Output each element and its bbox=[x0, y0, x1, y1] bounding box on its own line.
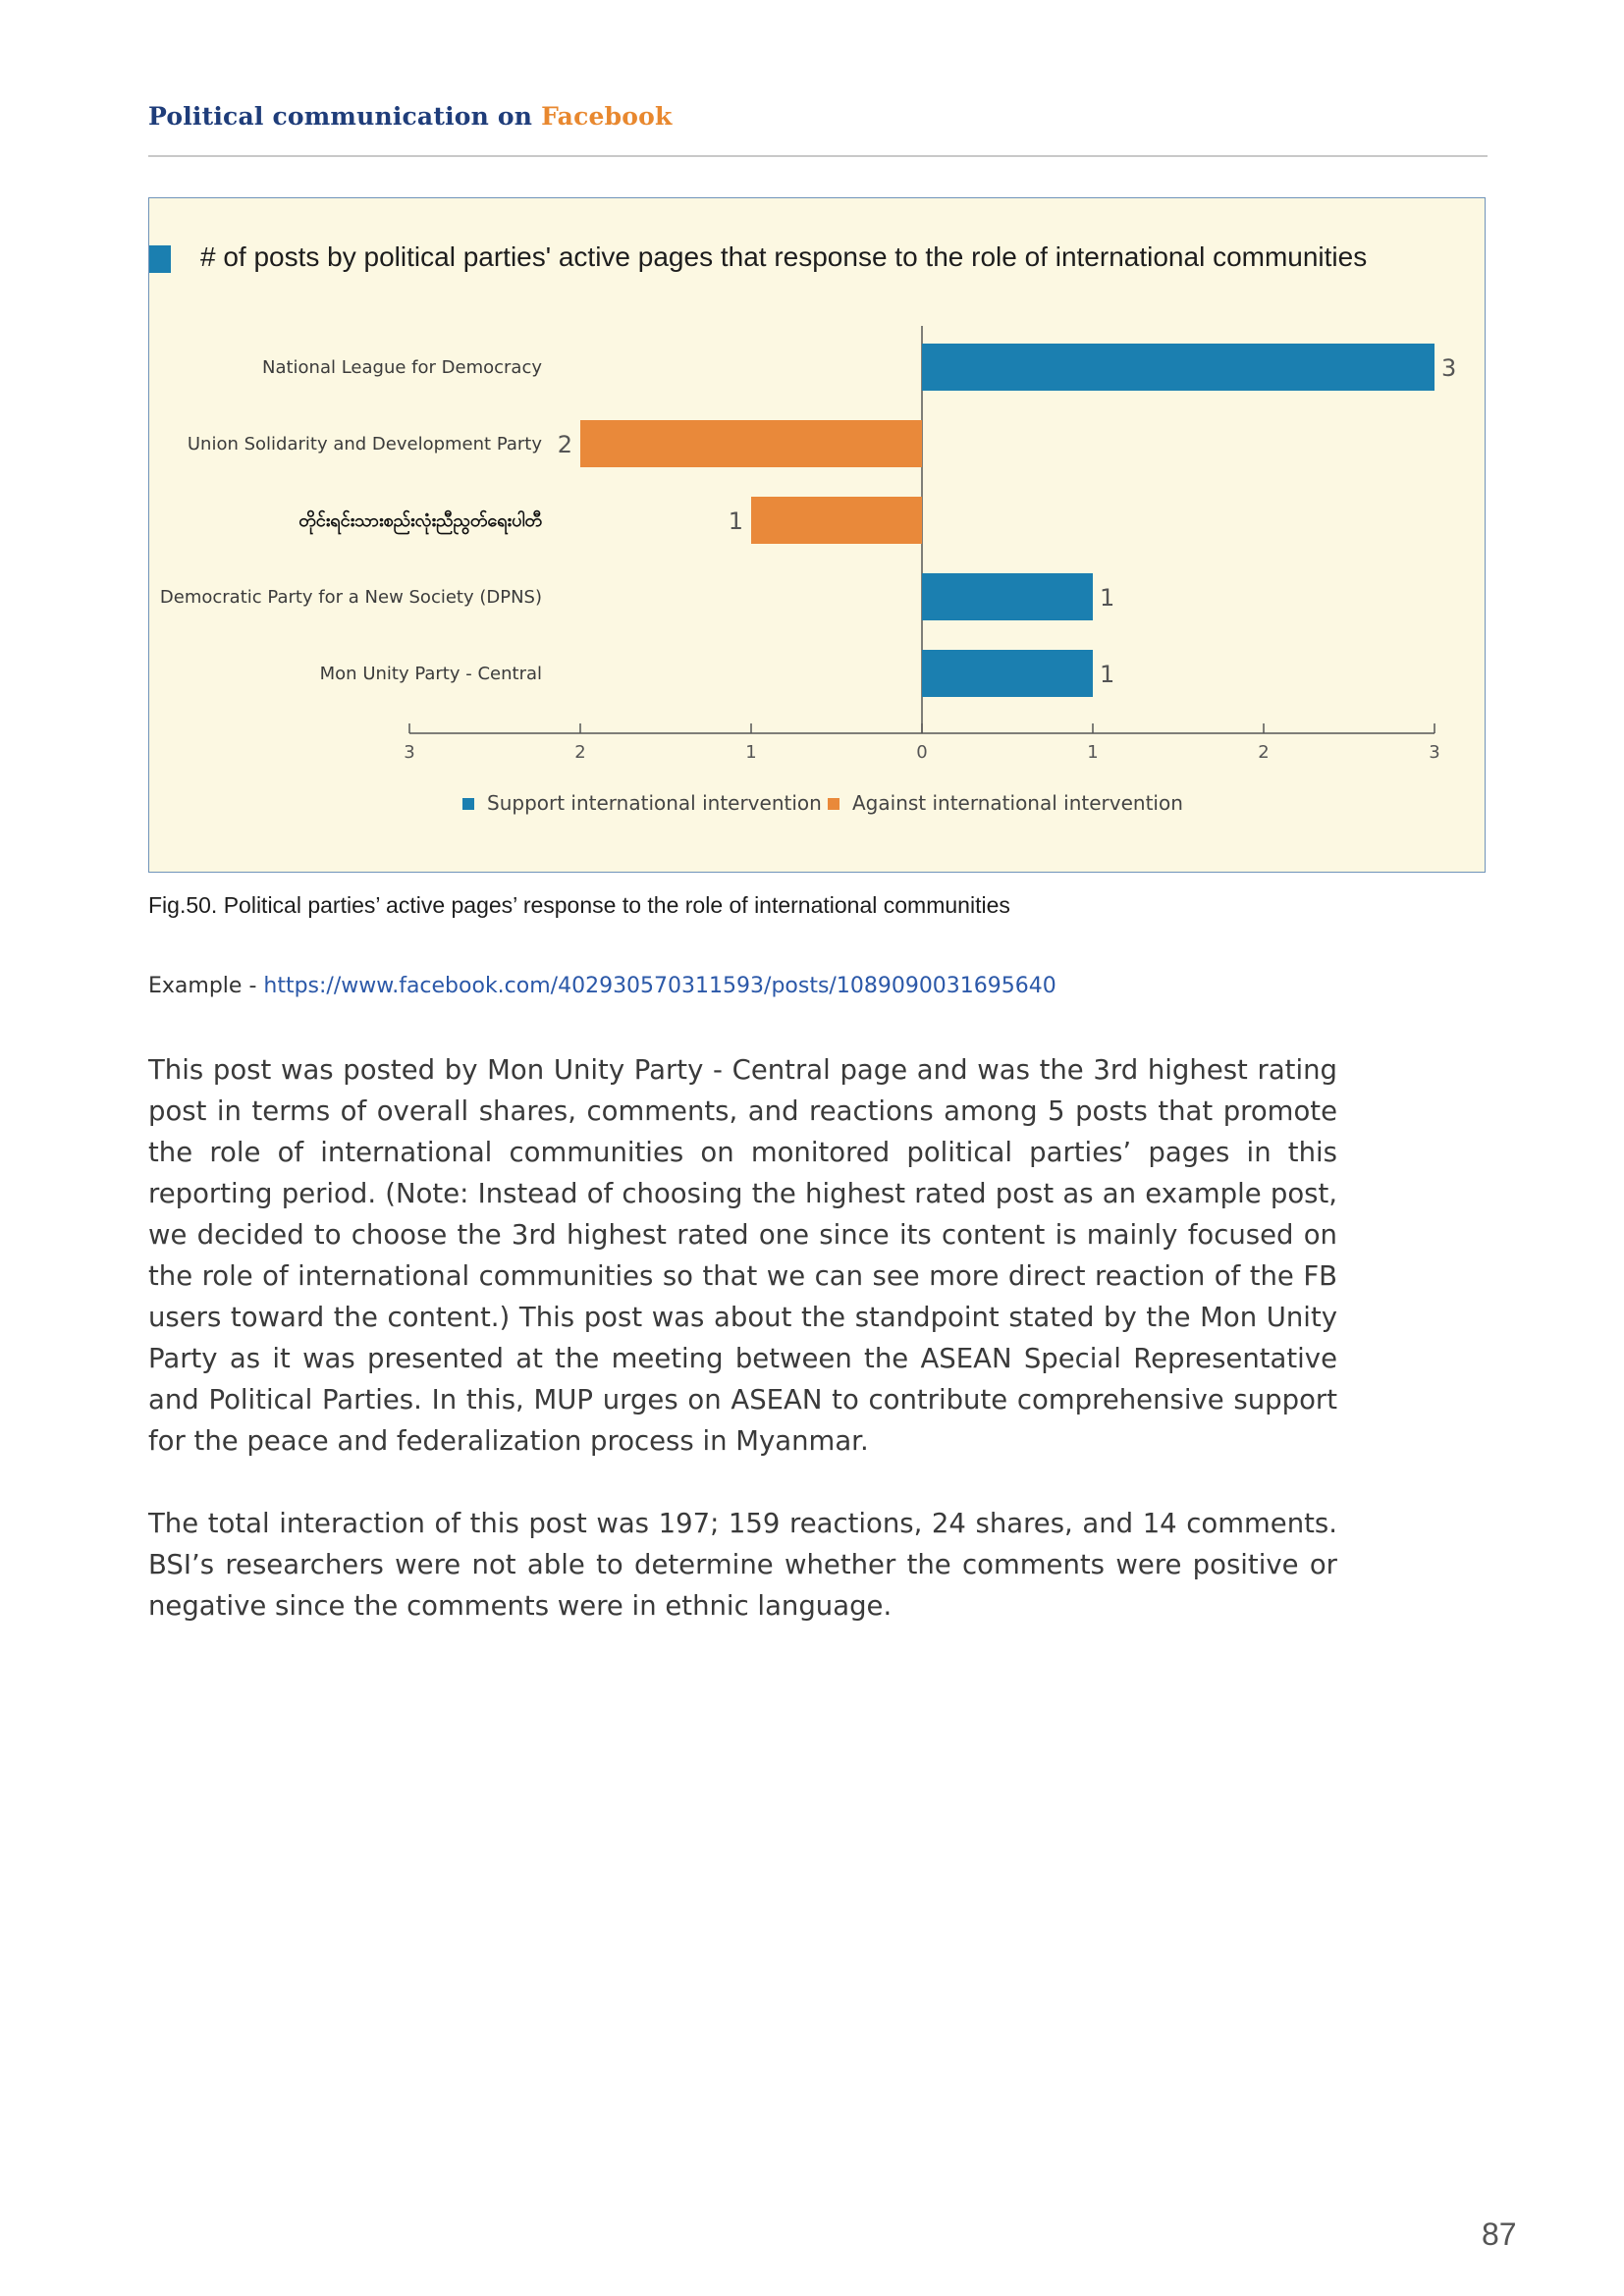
legend-swatch-support bbox=[462, 798, 474, 810]
data-label: 1 bbox=[1100, 661, 1115, 688]
bar-against bbox=[580, 420, 922, 467]
category-label: Mon Unity Party - Central bbox=[319, 664, 542, 684]
x-tick-label: 1 bbox=[1087, 742, 1099, 763]
example-line bbox=[148, 974, 1056, 998]
category-label: တိုင်းရင်းသားစည်းလုံးညီညွတ်ရေးပါတီ bbox=[298, 510, 542, 531]
bar-support bbox=[922, 573, 1093, 620]
legend-label-support: Support international intervention bbox=[487, 791, 822, 815]
x-tick-label: 0 bbox=[916, 742, 928, 763]
x-tick-label: 3 bbox=[1429, 742, 1440, 763]
body-paragraph-2: The total interaction of this post was 197; 159 reactions, 24 shares, and 14 comments. BSI’s researchers were not able to determine whether the comments were positive or negative since the comments were in ethnic language. bbox=[148, 1508, 1337, 1622]
data-label: 1 bbox=[1100, 584, 1115, 612]
legend-swatch-against bbox=[828, 798, 839, 810]
running-header-highlight: Facebook bbox=[541, 102, 673, 131]
bar-support bbox=[922, 344, 1435, 391]
x-tick-label: 3 bbox=[404, 742, 415, 763]
body-paragraph-1: This post was posted by Mon Unity Party - Central page and was the 3rd highest rating post in terms of overall shares, comments, and reactions among 5 posts that promote the role of international communities on monitored political parties’ pages in this reporting period. (Note: Instead of choosing the highest rated post as an example post, we decided to choose the 3rd highest rated one since its content is mainly focused on the role of international communities so that we can see more direct reaction of the FB users toward the content.) This post was about the standpoint stated by the Mon Unity Party as it was presented at the meeting between the ASEAN Special Representative and Political Parties. In this, MUP urges on ASEAN to contribute comprehensive support for the peace and federalization process in Myanmar. bbox=[148, 1054, 1337, 1457]
category-label: National League for Democracy bbox=[261, 357, 542, 378]
example-label: Example - bbox=[148, 974, 257, 998]
x-tick-label: 2 bbox=[574, 742, 586, 763]
bar-against bbox=[751, 497, 922, 544]
legend-label-against: Against international intervention bbox=[852, 791, 1183, 815]
data-label: 2 bbox=[557, 431, 572, 458]
category-label: Democratic Party for a New Society (DPNS) bbox=[159, 587, 542, 608]
diverging-bar-chart bbox=[0, 0, 1624, 883]
page-number: 87 bbox=[1482, 2216, 1517, 2252]
data-label: 3 bbox=[1441, 354, 1457, 382]
bar-support bbox=[922, 650, 1093, 697]
data-label: 1 bbox=[728, 507, 743, 535]
example-link[interactable]: https://www.facebook.com/402930570311593/posts/1089090031695640 bbox=[263, 974, 1056, 998]
chart-title: # of posts by political parties' active pages that response to the role of international communities bbox=[200, 241, 1368, 272]
x-tick-label: 1 bbox=[745, 742, 757, 763]
figure-caption: Fig.50. Political parties’ active pages’ response to the role of international communities bbox=[148, 892, 1010, 918]
x-tick-label: 2 bbox=[1258, 742, 1270, 763]
running-header-prefix: Political communication on bbox=[148, 102, 533, 131]
category-label: Union Solidarity and Development Party bbox=[187, 434, 542, 454]
